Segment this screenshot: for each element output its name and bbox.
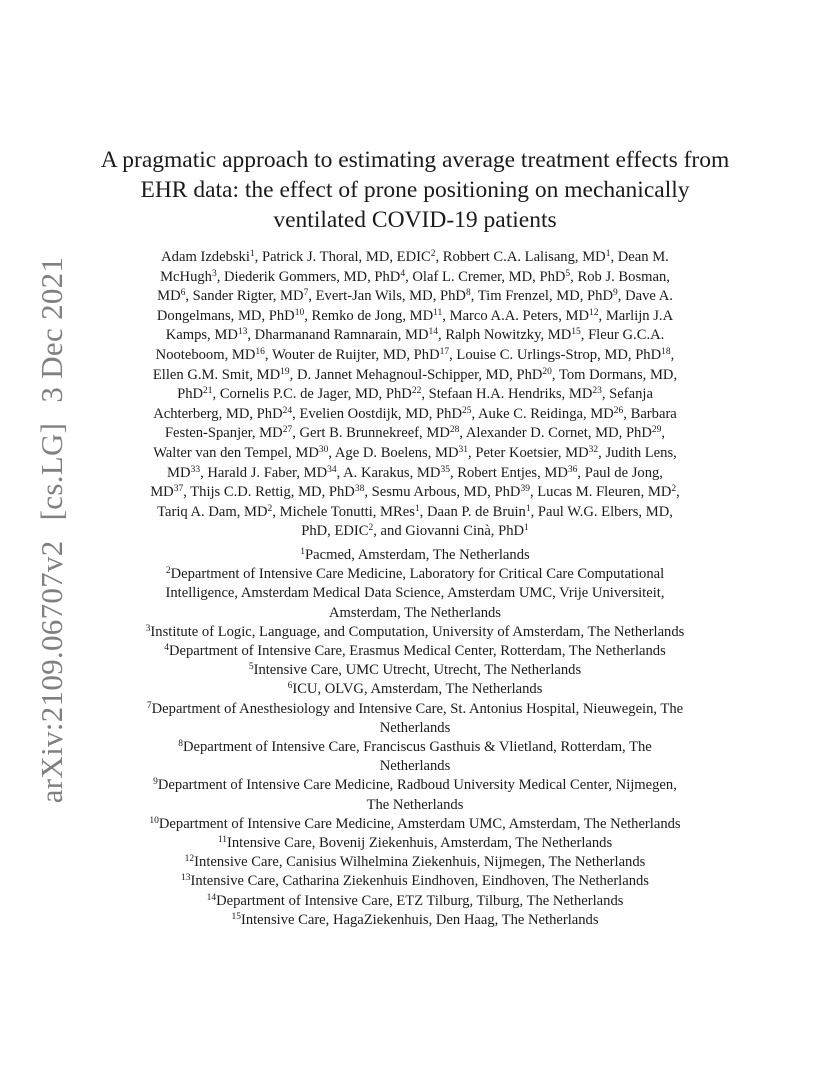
affiliation-marker: 1 bbox=[300, 547, 306, 557]
affiliation-marker: 26 bbox=[613, 405, 624, 416]
title-line: A pragmatic approach to estimating average treatment effects from bbox=[100, 147, 730, 173]
author-line bbox=[88, 503, 742, 523]
text-segment: Tariq A. Dam, MD bbox=[157, 503, 268, 520]
affiliation-line bbox=[88, 757, 742, 776]
affiliation-line bbox=[88, 872, 742, 891]
text-segment: , Lucas M. Fleuren, MD bbox=[529, 484, 672, 501]
text-segment: , Peter Koetsier, MD bbox=[468, 444, 589, 461]
affiliation-marker: 17 bbox=[439, 346, 450, 357]
text-segment: ICU, OLVG, Amsterdam, The Netherlands bbox=[292, 681, 543, 698]
affiliation-marker: 2 bbox=[671, 484, 677, 495]
affiliation-line bbox=[88, 546, 742, 565]
text-segment: Intensive Care, Canisius Wilhelmina Ziekenhuis, Nijmegen, The Netherlands bbox=[194, 854, 646, 871]
text-segment: , Olaf L. Cremer, MD, PhD bbox=[405, 268, 566, 285]
text-segment: , and Giovanni Cinà, PhD bbox=[373, 523, 525, 540]
affiliation-line bbox=[88, 565, 742, 584]
text-segment: , Dean M. bbox=[610, 249, 669, 265]
text-segment: Intensive Care, Bovenij Ziekenhuis, Amsterdam, The Netherlands bbox=[227, 835, 613, 852]
affiliation-marker: 6 bbox=[287, 681, 293, 692]
text-segment: PhD, EDIC bbox=[301, 523, 369, 540]
affiliation-marker: 1 bbox=[524, 523, 529, 534]
affiliation-marker: 29 bbox=[651, 425, 662, 436]
affiliation-line bbox=[88, 834, 742, 853]
affiliation-marker: 23 bbox=[592, 386, 602, 397]
text-segment: , Fleur G.C.A. bbox=[580, 327, 665, 344]
author-line bbox=[88, 346, 742, 366]
affiliation-marker: 9 bbox=[153, 777, 158, 788]
affiliation-marker: 15 bbox=[231, 911, 241, 922]
text-segment: , bbox=[676, 484, 680, 501]
affiliation-marker: 14 bbox=[206, 892, 217, 903]
affiliation-marker: 12 bbox=[589, 307, 599, 318]
text-segment: , Marco A.A. Peters, MD bbox=[442, 307, 590, 324]
text-segment: Intelligence, Amsterdam Medical Data Science, Amsterdam UMC, Vrije Universiteit, bbox=[165, 585, 665, 602]
affiliation-marker: 31 bbox=[458, 444, 469, 455]
affiliation-marker: 3 bbox=[211, 268, 217, 279]
text-segment: , Paul W.G. Elbers, MD, bbox=[530, 503, 673, 520]
text-segment: , Patrick J. Thoral, MD, EDIC bbox=[254, 249, 431, 265]
text-segment: , Diederik Gommers, MD, PhD bbox=[216, 268, 401, 285]
author-line bbox=[88, 522, 742, 542]
text-segment: Department of Intensive Care Medicine, Radboud University Medical Center, Nijmegen, bbox=[157, 777, 677, 794]
affiliation-marker: 2 bbox=[368, 523, 374, 534]
text-segment: The Netherlands bbox=[366, 796, 464, 813]
text-segment: MD bbox=[157, 288, 181, 305]
text-segment: , Robbert C.A. Lalisang, MD bbox=[435, 249, 606, 265]
affiliation-marker: 16 bbox=[255, 346, 265, 357]
affiliation-marker: 30 bbox=[318, 444, 329, 455]
affiliation-marker: 34 bbox=[327, 464, 337, 475]
text-segment: PhD bbox=[177, 386, 204, 403]
text-segment: Department of Intensive Care Medicine, Amsterdam UMC, Amsterdam, The Netherlands bbox=[158, 815, 681, 832]
text-segment: , Tom Dormans, MD, bbox=[551, 366, 678, 383]
affiliation-marker: 8 bbox=[178, 739, 183, 750]
text-segment: , Harald J. Faber, MD bbox=[200, 464, 328, 481]
text-segment: , Stefaan H.A. Hendriks, MD bbox=[421, 386, 593, 403]
text-segment: , Cornelis P.C. de Jager, MD, PhD bbox=[212, 386, 412, 403]
title-line: ventilated COVID-19 patients bbox=[273, 207, 557, 233]
affiliation-marker: 4 bbox=[400, 268, 406, 279]
text-segment: , Alexander D. Cornet, MD, PhD bbox=[459, 425, 652, 442]
affiliation-marker: 7 bbox=[146, 700, 152, 711]
text-segment: , Evelien Oostdijk, MD, PhD bbox=[292, 405, 462, 422]
affiliation-marker: 1 bbox=[605, 249, 611, 259]
text-segment: Intensive Care, HagaZiekenhuis, Den Haag, The Netherlands bbox=[240, 911, 599, 928]
text-segment: Festen-Spanjer, MD bbox=[164, 425, 283, 442]
text-segment: , Wouter de Ruijter, MD, PhD bbox=[264, 346, 440, 363]
text-segment: , Barbara bbox=[623, 405, 677, 422]
paper-title bbox=[90, 145, 740, 235]
affiliation-marker: 24 bbox=[282, 405, 293, 416]
affiliation-marker: 2 bbox=[267, 503, 273, 514]
author-line bbox=[88, 248, 742, 268]
affiliation-marker: 3 bbox=[145, 623, 151, 634]
text-segment: , Ralph Nowitzky, MD bbox=[438, 327, 572, 344]
text-segment: Amsterdam, The Netherlands bbox=[329, 604, 501, 621]
text-segment: , Sander Rigter, MD bbox=[185, 288, 304, 305]
affiliation-line bbox=[88, 911, 742, 930]
affiliation-line bbox=[88, 796, 742, 815]
text-segment: Department of Intensive Care Medicine, Laboratory for Critical Care Computational bbox=[170, 566, 665, 583]
author-line bbox=[88, 366, 742, 386]
text-segment: Pacmed, Amsterdam, The Netherlands bbox=[305, 547, 530, 563]
text-segment: , Age D. Boelens, MD bbox=[328, 444, 459, 461]
text-segment: , Remko de Jong, MD bbox=[304, 307, 434, 324]
author-line bbox=[88, 307, 742, 327]
affiliation-line bbox=[88, 700, 742, 719]
affiliation-marker: 10 bbox=[149, 815, 159, 826]
affiliation-marker: 11 bbox=[433, 307, 443, 318]
arxiv-identifier-margin bbox=[34, 251, 70, 810]
affiliation-marker: 12 bbox=[184, 854, 195, 865]
author-list bbox=[88, 248, 742, 542]
text-segment: , Michele Tonutti, MRes bbox=[272, 503, 415, 520]
affiliation-line bbox=[88, 680, 742, 699]
text-segment: Dongelmans, MD, PhD bbox=[156, 307, 295, 324]
affiliation-marker: 8 bbox=[465, 288, 471, 299]
text-segment: , Auke C. Reidinga, MD bbox=[471, 405, 614, 422]
author-line bbox=[88, 424, 742, 444]
affiliation-marker: 35 bbox=[440, 464, 450, 475]
text-segment: MD bbox=[167, 464, 191, 481]
text-segment: Netherlands bbox=[379, 719, 451, 736]
text-segment: Walter van den Tempel, MD bbox=[153, 444, 319, 461]
text-segment: Ellen G.M. Smit, MD bbox=[152, 366, 281, 383]
author-line bbox=[88, 464, 742, 484]
affiliation-marker: 19 bbox=[280, 366, 290, 377]
arxiv-id[interactable]: arXiv:2109.06707v2 bbox=[34, 540, 69, 804]
affiliation-marker: 15 bbox=[571, 327, 581, 338]
affiliation-marker: 39 bbox=[520, 484, 530, 495]
text-segment: Department of Intensive Care, Franciscus Gasthuis & Vlietland, Rotterdam, The bbox=[182, 739, 652, 756]
author-line bbox=[88, 385, 742, 405]
affiliation-marker: 10 bbox=[294, 307, 305, 318]
text-segment: , Dharmanand Ramnarain, MD bbox=[247, 327, 429, 344]
text-segment: , Daan P. de Bruin bbox=[419, 503, 526, 520]
text-segment: , Louise C. Urlings-Strop, MD, PhD bbox=[449, 346, 662, 363]
text-segment: , bbox=[661, 425, 666, 442]
text-segment: , Thijs C.D. Rettig, MD, PhD bbox=[183, 484, 355, 501]
author-line bbox=[88, 444, 742, 464]
text-segment: MD bbox=[150, 484, 174, 501]
affiliation-marker: 33 bbox=[190, 464, 201, 475]
text-segment: , Dave A. bbox=[617, 288, 673, 305]
affiliation-marker: 14 bbox=[428, 327, 439, 338]
affiliation-marker: 2 bbox=[430, 249, 436, 259]
text-segment: , bbox=[670, 346, 675, 363]
text-segment: , Sefanja bbox=[601, 386, 653, 403]
author-line bbox=[88, 405, 742, 425]
affiliation-marker: 1 bbox=[249, 249, 255, 259]
affiliation-marker: 32 bbox=[588, 444, 599, 455]
affiliation-marker: 13 bbox=[181, 873, 191, 884]
text-segment: , Sesmu Arbous, MD, PhD bbox=[364, 484, 521, 501]
text-segment: Institute of Logic, Language, and Computation, University of Amsterdam, The Netherlands bbox=[150, 623, 685, 640]
author-line bbox=[88, 326, 742, 346]
affiliation-line bbox=[88, 892, 742, 911]
text-segment: , Tim Frenzel, MD, PhD bbox=[470, 288, 614, 305]
affiliation-marker: 5 bbox=[565, 268, 571, 279]
text-segment: Intensive Care, Catharina Ziekenhuis Eindhoven, Eindhoven, The Netherlands bbox=[190, 873, 649, 890]
affiliation-line bbox=[88, 642, 742, 661]
affiliation-marker: 27 bbox=[282, 425, 293, 436]
affiliation-marker: 38 bbox=[354, 484, 365, 495]
text-segment: Achterberg, MD, PhD bbox=[153, 405, 283, 422]
affiliation-line bbox=[88, 604, 742, 623]
author-line bbox=[88, 268, 742, 288]
affiliation-marker: 37 bbox=[173, 484, 184, 495]
title-line: EHR data: the effect of prone positioning on mechanically bbox=[140, 177, 690, 203]
text-segment: Department of Intensive Care, Erasmus Medical Center, Rotterdam, The Netherlands bbox=[168, 643, 666, 660]
affiliation-marker: 25 bbox=[462, 405, 472, 416]
affiliation-marker: 21 bbox=[203, 386, 213, 397]
text-segment: , Gert B. Brunnekreef, MD bbox=[292, 425, 450, 442]
affiliation-marker: 13 bbox=[237, 327, 248, 338]
author-line bbox=[88, 483, 742, 503]
affiliation-marker: 9 bbox=[613, 288, 618, 299]
text-segment: , A. Karakus, MD bbox=[336, 464, 441, 481]
author-line bbox=[88, 287, 742, 307]
text-segment: Kamps, MD bbox=[165, 327, 238, 344]
affiliation-line bbox=[88, 584, 742, 603]
text-segment: McHugh bbox=[160, 268, 212, 285]
affiliation-marker: 5 bbox=[248, 662, 254, 673]
affiliation-marker: 11 bbox=[217, 835, 227, 846]
text-segment: Department of Anesthesiology and Intensive Care, St. Antonius Hospital, Nieuwegein, The bbox=[151, 700, 684, 717]
text-segment: , D. Jannet Mehagnoul-Schipper, MD, PhD bbox=[289, 366, 543, 383]
affiliation-marker: 36 bbox=[567, 464, 578, 475]
text-segment: , Paul de Jong, bbox=[577, 464, 663, 481]
text-segment: , Judith Lens, bbox=[598, 444, 677, 461]
text-segment: , Robert Entjes, MD bbox=[449, 464, 568, 481]
text-segment: Nooteboom, MD bbox=[155, 346, 256, 363]
text-segment: Adam Izdebski bbox=[161, 249, 250, 265]
arxiv-category: [cs.LG] bbox=[34, 422, 69, 521]
affiliation-marker: 2 bbox=[165, 566, 171, 577]
affiliation-marker: 1 bbox=[525, 503, 531, 514]
affiliation-marker: 1 bbox=[414, 503, 420, 514]
text-segment: Department of Intensive Care, ETZ Tilburg, Tilburg, The Netherlands bbox=[216, 892, 624, 909]
affiliation-marker: 6 bbox=[180, 288, 186, 299]
affiliation-line bbox=[88, 853, 742, 872]
affiliation-line bbox=[88, 719, 742, 738]
affiliation-marker: 7 bbox=[303, 288, 309, 299]
affiliation-line bbox=[88, 623, 742, 642]
affiliation-marker: 18 bbox=[661, 346, 671, 357]
text-segment: Netherlands bbox=[379, 758, 451, 775]
affiliation-marker: 4 bbox=[164, 643, 169, 654]
text-segment: Intensive Care, UMC Utrecht, Utrecht, The Netherlands bbox=[253, 662, 582, 679]
affiliation-marker: 28 bbox=[449, 425, 460, 436]
affiliation-marker: 20 bbox=[542, 366, 552, 377]
arxiv-date: 3 Dec 2021 bbox=[34, 256, 69, 403]
affiliation-line bbox=[88, 815, 742, 834]
affiliation-line bbox=[88, 776, 742, 795]
affiliation-marker: 22 bbox=[411, 386, 422, 397]
text-segment: , Evert-Jan Wils, MD, PhD bbox=[308, 288, 466, 305]
affiliation-line bbox=[88, 738, 742, 757]
affiliation-list bbox=[88, 546, 742, 930]
affiliation-line bbox=[88, 661, 742, 680]
text-segment: , Marlijn J.A bbox=[598, 307, 674, 324]
text-segment: , Rob J. Bosman, bbox=[570, 268, 670, 285]
